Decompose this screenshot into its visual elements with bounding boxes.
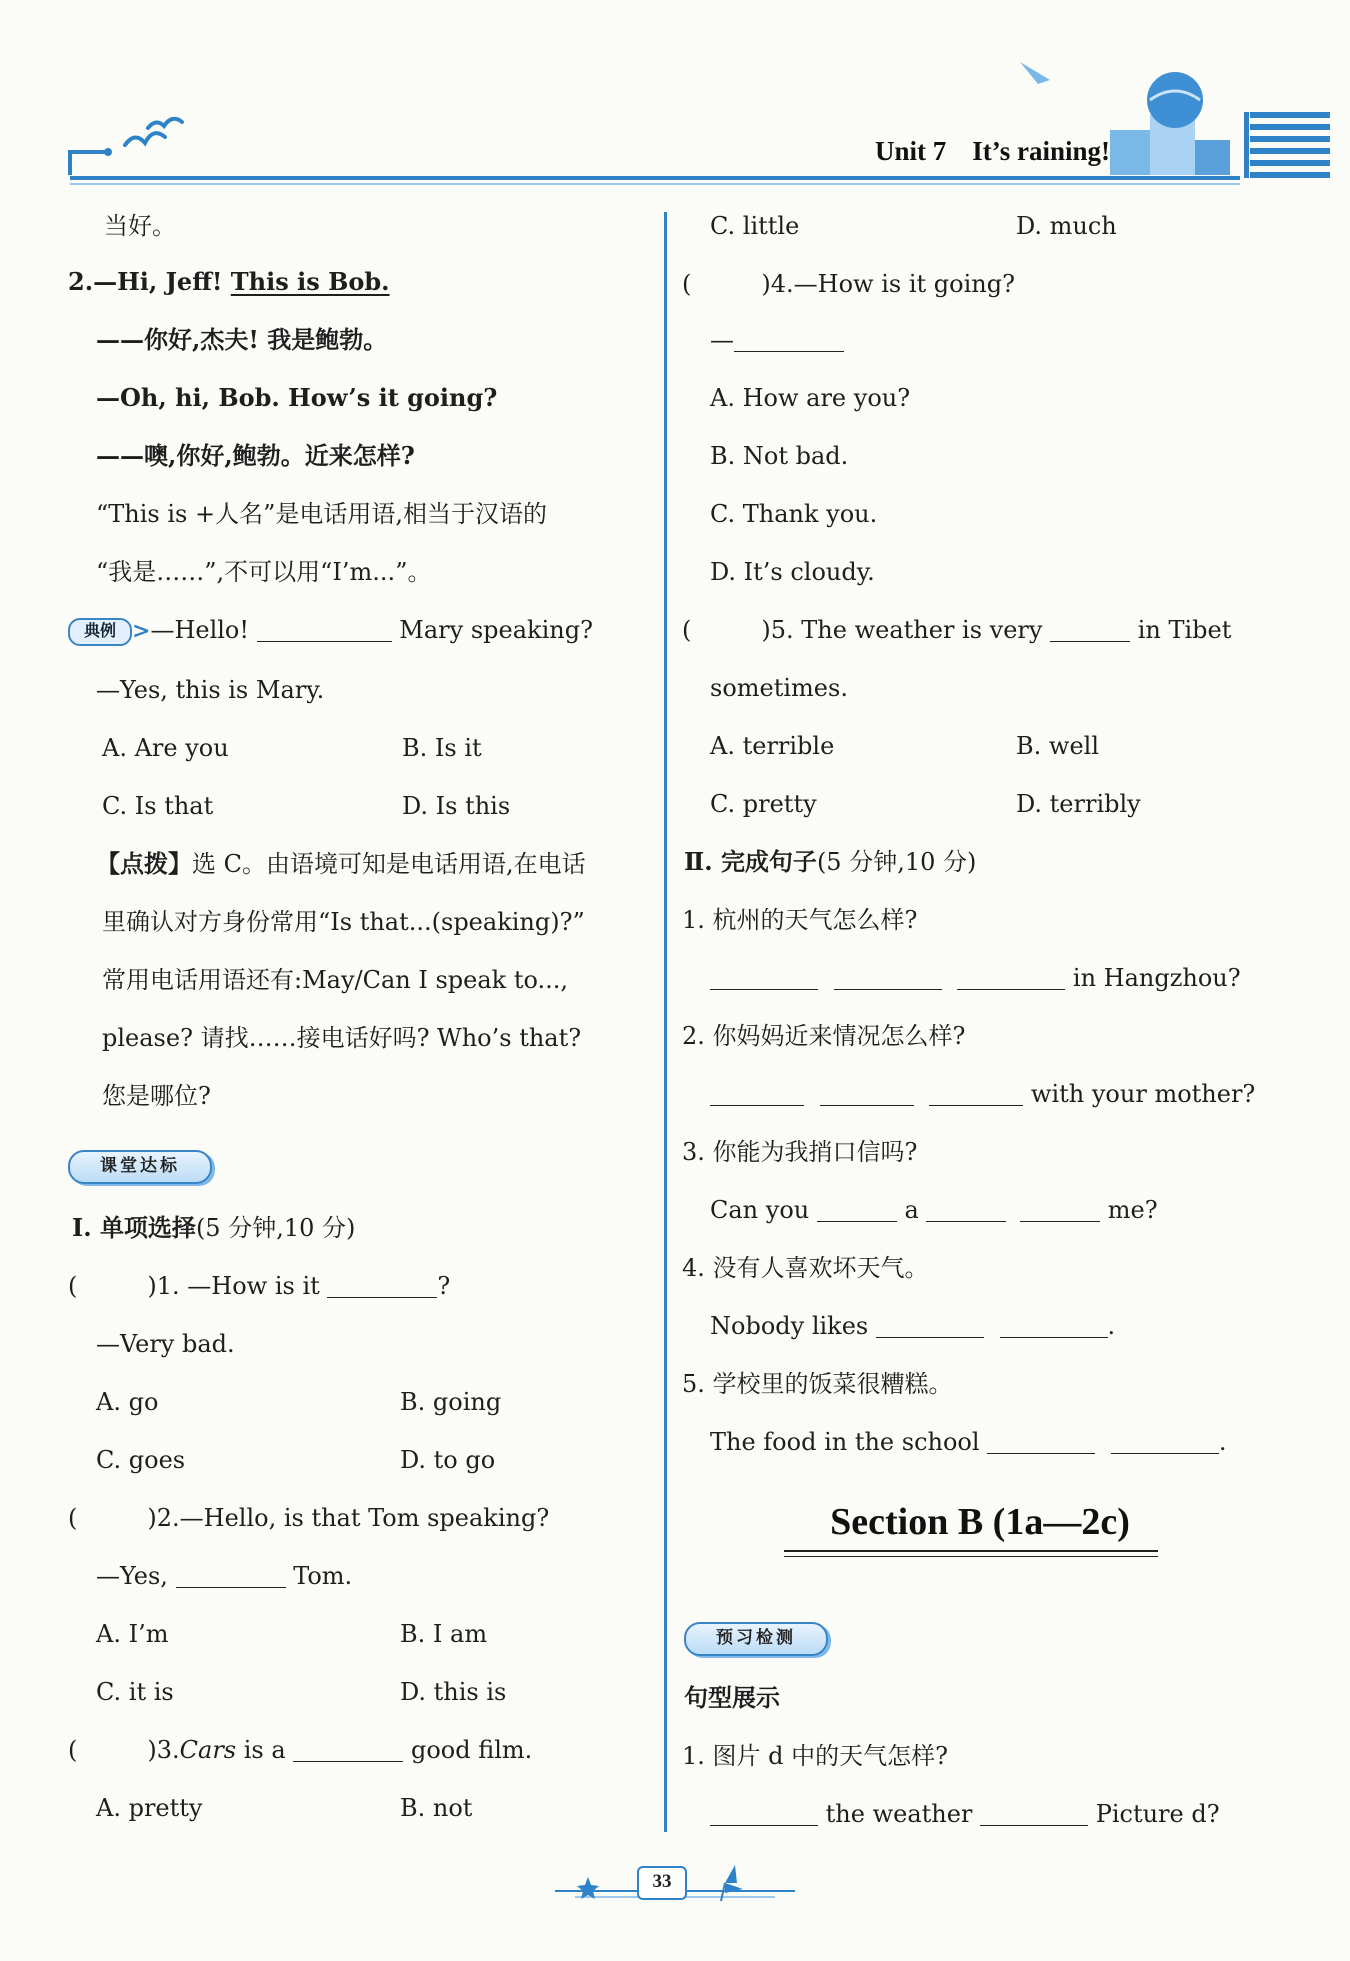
text-line: ——噢,你好,鲍勃。近来怎样?	[96, 441, 415, 470]
sentence-cn: 5. 学校里的饭菜很糟糕。	[682, 1370, 953, 1398]
globe-books-icon	[1110, 72, 1230, 175]
answer-blank[interactable]	[1020, 1197, 1100, 1222]
page-header	[0, 0, 1350, 190]
option: B. not	[400, 1794, 473, 1822]
option: D. this is	[400, 1678, 507, 1706]
option: C. it is	[96, 1678, 174, 1706]
question-2: ( )2.—Hello, is that Tom speaking?	[68, 1504, 550, 1532]
sentence-en: The food in the school .	[710, 1428, 1227, 1456]
example-question: 典例 >—Hello! Mary speaking?	[68, 614, 593, 647]
class-practice-tag: 课堂达标	[68, 1150, 212, 1184]
answer-blank[interactable]	[926, 1197, 1006, 1222]
tip-line: please? 请找……接电话好吗? Who’s that?	[102, 1024, 582, 1052]
text-line: “我是……”,不可以用“I’m...”。	[96, 558, 432, 586]
section-underline	[784, 1550, 1158, 1552]
answer-blank[interactable]	[834, 965, 942, 990]
option: A. terrible	[710, 732, 835, 760]
question-5: ( )5. The weather is very in Tibet	[682, 616, 1232, 644]
text-line: sometimes.	[710, 674, 848, 702]
answer-blank[interactable]	[710, 965, 818, 990]
answer-blank[interactable]	[876, 1313, 984, 1338]
answer-blank[interactable]	[1111, 1429, 1219, 1454]
sentence-en: the weather Picture d?	[710, 1798, 1220, 1830]
sentence-en: Nobody likes .	[710, 1312, 1116, 1340]
answer-blank[interactable]	[817, 1197, 897, 1222]
answer-blank[interactable]	[929, 1081, 1023, 1106]
answer-blank[interactable]	[987, 1429, 1095, 1454]
option: D. It’s cloudy.	[710, 558, 875, 586]
option: B. going	[400, 1388, 502, 1416]
text-line: —Oh, hi, Bob. How’s it going?	[96, 383, 498, 412]
option: A. How are you?	[710, 384, 911, 412]
preview-tag: 预习检测	[684, 1622, 828, 1656]
tip-line: 您是哪位?	[102, 1082, 211, 1110]
tip-line: 【点拨】选 C。由语境可知是电话用语,在电话	[96, 849, 586, 878]
sentence-en: in Hangzhou?	[710, 962, 1241, 994]
option: C. pretty	[710, 790, 817, 818]
answer-blank[interactable]	[1050, 617, 1130, 642]
question-3: ( )3.Cars is a good film.	[68, 1736, 533, 1764]
option: A. pretty	[96, 1794, 203, 1822]
option: B. Is it	[402, 734, 482, 762]
section-underline	[784, 1556, 1158, 1557]
answer-blank[interactable]	[820, 1081, 914, 1106]
text-line: ——你好,杰夫! 我是鲍勃。	[96, 325, 388, 354]
example-tag: 典例	[68, 618, 132, 646]
answer-blank[interactable]	[293, 1737, 403, 1762]
text-line: 当好。	[104, 212, 176, 240]
answer-line: —Yes, Tom.	[96, 1562, 353, 1590]
option: D. to go	[400, 1446, 496, 1474]
option: C. goes	[96, 1446, 186, 1474]
bird-icon	[125, 119, 182, 145]
question-1: ( )1. —How is it ?	[68, 1272, 451, 1300]
option: D. much	[1016, 212, 1117, 240]
answer-line: —	[710, 324, 844, 356]
header-decoration	[0, 0, 1350, 190]
sentence-en: with your mother?	[710, 1078, 1255, 1110]
corner-line	[70, 152, 105, 175]
answer-blank[interactable]	[980, 1801, 1088, 1826]
answer-blank[interactable]	[710, 1081, 804, 1106]
option: C. Is that	[102, 792, 214, 820]
paper-plane-icon	[1020, 62, 1050, 84]
option: B. Not bad.	[710, 442, 849, 470]
section-heading: Ⅱ. 完成句子(5 分钟,10 分)	[684, 847, 977, 876]
option: A. I’m	[96, 1620, 169, 1648]
unit-title: Unit 7 It’s raining!	[874, 136, 1110, 166]
example-dialogue: 2.—Hi, Jeff! This is Bob.	[68, 267, 390, 296]
answer-blank[interactable]	[710, 1801, 818, 1826]
sentence-cn: 3. 你能为我捎口信吗?	[682, 1138, 918, 1166]
option: D. terribly	[1016, 790, 1141, 818]
sentence-cn: 1. 图片 d 中的天气怎样?	[682, 1742, 949, 1770]
column-divider	[664, 212, 667, 1832]
option: B. I am	[400, 1620, 488, 1648]
sentence-cn: 1. 杭州的天气怎么样?	[682, 906, 918, 934]
tip-line: 里确认对方身份常用“Is that...(speaking)?”	[102, 908, 585, 936]
sentence-cn: 4. 没有人喜欢坏天气。	[682, 1254, 929, 1282]
answer-blank[interactable]	[734, 327, 844, 352]
answer-blank[interactable]	[1000, 1313, 1108, 1338]
pinwheel-icon	[721, 1865, 743, 1901]
question-4: ( )4.—How is it going?	[682, 270, 1015, 298]
page-number: 33	[637, 1866, 687, 1900]
option: C. little	[710, 212, 800, 240]
answer-blank[interactable]	[327, 1273, 437, 1298]
answer-blank[interactable]	[176, 1563, 286, 1588]
sentence-cn: 2. 你妈妈近来情况怎么样?	[682, 1022, 966, 1050]
tip-line: 常用电话用语还有:May/Can I speak to...,	[102, 966, 569, 994]
section-heading: Ⅰ. 单项选择(5 分钟,10 分)	[72, 1213, 356, 1242]
option: B. well	[1016, 732, 1099, 760]
option: D. Is this	[402, 792, 511, 820]
answer-blank[interactable]	[257, 617, 392, 642]
section-b-title: Section B (1a—2c)	[830, 1501, 1130, 1543]
sentence-en: Can you a me?	[710, 1196, 1158, 1224]
text-line: —Yes, this is Mary.	[96, 676, 325, 704]
pattern-heading: 句型展示	[684, 1683, 780, 1712]
option: C. Thank you.	[710, 500, 878, 528]
text-line: —Very bad.	[96, 1330, 235, 1358]
stripe-block	[1244, 112, 1330, 178]
option: A. Are you	[102, 734, 229, 762]
text-line: “This is +人名”是电话用语,相当于汉语的	[96, 500, 547, 528]
answer-blank[interactable]	[957, 965, 1065, 990]
option: A. go	[96, 1388, 159, 1416]
star-icon	[577, 1877, 599, 1899]
